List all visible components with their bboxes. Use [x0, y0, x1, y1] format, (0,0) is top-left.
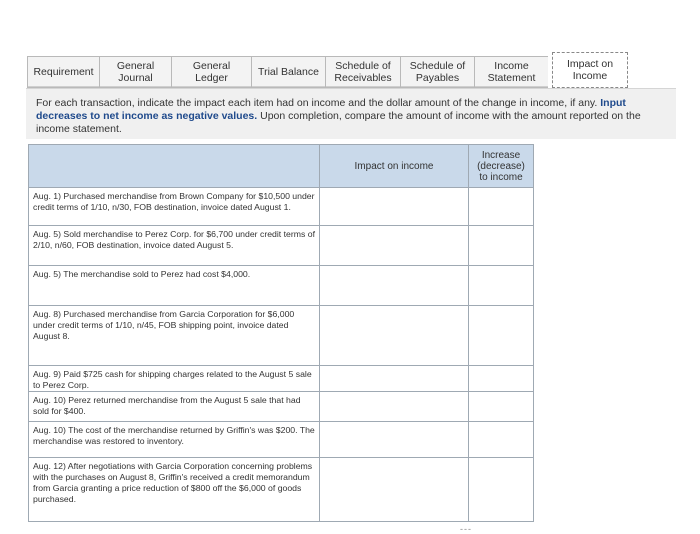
instructions-line1: For each transaction, indicate the impact each item had on income and the dollar amount of the change in income, if any. — [36, 97, 598, 109]
impact-select-cell[interactable] — [320, 392, 469, 422]
table-row — [29, 366, 534, 392]
tab-general-ledger[interactable]: General Ledger — [171, 56, 251, 88]
tab-trial-balance[interactable]: Trial Balance — [251, 56, 325, 88]
table-row — [29, 226, 534, 266]
transaction-description: Aug. 9) Paid $725 cash for shipping charges related to the August 5 sale to Perez Corp. — [29, 366, 320, 392]
tab-impact-on-income[interactable]: Impact on Income — [552, 52, 628, 88]
transaction-description: Aug. 5) The merchandise sold to Perez had cost $4,000. — [29, 266, 320, 306]
table-row — [29, 392, 534, 422]
transaction-description: Aug. 1) Purchased merchandise from Brown Company for $10,500 under credit terms of 1/10, n/30, FOB destination, invoice dated August 1. — [29, 188, 320, 226]
tab-bar — [27, 52, 628, 88]
tab-requirement[interactable]: Requirement — [27, 56, 99, 88]
table-row — [29, 306, 534, 366]
transaction-description: Aug. 10) The cost of the merchandise returned by Griffin's was $200. The merchandise was restored to inventory. — [29, 422, 320, 458]
instructions-emphasis: Input decreases to net income as negative values. — [36, 97, 626, 122]
amount-input-cell[interactable] — [469, 392, 534, 422]
impact-select-cell[interactable] — [320, 366, 469, 392]
instructions-text — [36, 97, 666, 136]
tab-schedule-of-payables[interactable]: Schedule of Payables — [400, 56, 474, 88]
scroll-indicator: --- — [460, 524, 472, 534]
table-row — [29, 422, 534, 458]
transaction-description: Aug. 8) Purchased merchandise from Garcia Corporation for $6,000 under credit terms of 1/10, n/45, FOB shipping point, invoice dated August 8. — [29, 306, 320, 366]
tab-schedule-of-receivables[interactable]: Schedule of Receivables — [325, 56, 400, 88]
table-row — [29, 458, 534, 522]
header-impact-on-income: Impact on income — [320, 145, 469, 188]
transaction-description: Aug. 12) After negotiations with Garcia Corporation concerning problems with the purchases on August 8, Griffin's received a credit memorandum from Garcia granting a price reduction of $800 off the $6,000 of goods purchased. — [29, 458, 320, 522]
impact-select-cell[interactable] — [320, 226, 469, 266]
amount-input-cell[interactable] — [469, 188, 534, 226]
amount-input-cell[interactable] — [469, 422, 534, 458]
table-row — [29, 188, 534, 226]
impact-table — [28, 144, 534, 522]
amount-input-cell[interactable] — [469, 306, 534, 366]
tab-income-statement[interactable]: Income Statement — [474, 56, 548, 88]
table-row — [29, 266, 534, 306]
impact-select-cell[interactable] — [320, 266, 469, 306]
instructions-line2: Upon completion, compare the amount of income with the amount reported on the income statement. — [36, 110, 641, 135]
impact-select-cell[interactable] — [320, 422, 469, 458]
impact-select-cell[interactable] — [320, 188, 469, 226]
impact-select-cell[interactable] — [320, 458, 469, 522]
header-increase-decrease: Increase (decrease) to income — [469, 145, 534, 188]
amount-input-cell[interactable] — [469, 458, 534, 522]
header-transaction — [29, 145, 320, 188]
amount-input-cell[interactable] — [469, 366, 534, 392]
instructions-panel — [26, 88, 676, 139]
transaction-description: Aug. 5) Sold merchandise to Perez Corp. for $6,700 under credit terms of 2/10, n/60, FOB destination, invoice dated August 5. — [29, 226, 320, 266]
impact-select-cell[interactable] — [320, 306, 469, 366]
tab-general-journal[interactable]: General Journal — [99, 56, 171, 88]
transaction-description: Aug. 10) Perez returned merchandise from the August 5 sale that had sold for $400. — [29, 392, 320, 422]
amount-input-cell[interactable] — [469, 266, 534, 306]
amount-input-cell[interactable] — [469, 226, 534, 266]
